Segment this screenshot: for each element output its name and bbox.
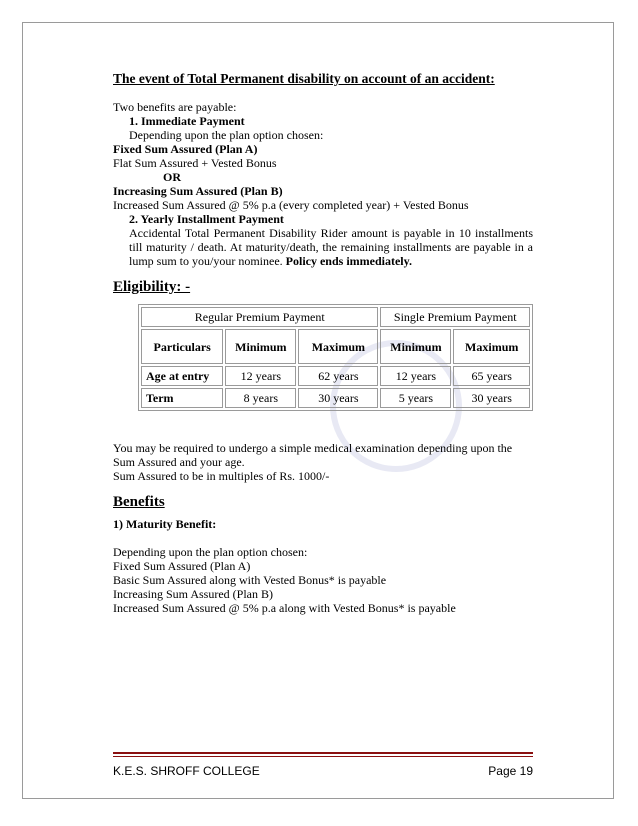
table-cell: 12 years [225,366,296,386]
installment-desc [113,226,533,268]
plan-b-title: Increasing Sum Assured (Plan B) [113,184,283,198]
benefits-title: Benefits [113,494,165,510]
table-header-row [141,329,530,364]
benefit-line: Basic Sum Assured along with Vested Bonus* is payable [113,573,387,587]
or-separator: OR [163,170,181,184]
table-group-header-row [141,307,530,327]
benefits-intro: Two benefits are payable: [113,100,237,114]
page-footer [113,764,533,778]
col-header: Particulars [141,329,223,364]
single-premium-header: Single Premium Payment [380,307,530,327]
page-content [113,72,533,615]
table-row [141,388,530,408]
table-row [141,366,530,386]
benefit-line: Increased Sum Assured @ 5% p.a along with Vested Bonus* is payable [113,601,456,615]
maturity-benefit-title: 1) Maturity Benefit: [113,517,217,531]
footer-rule [113,752,533,754]
col-header: Minimum [225,329,296,364]
benefit-line: Increasing Sum Assured (Plan B) [113,587,273,601]
footer-rule-thin [113,756,533,757]
policy-ends-text: Policy ends immediately. [285,254,412,268]
table-cell: 8 years [225,388,296,408]
plan-a-title: Fixed Sum Assured (Plan A) [113,142,258,156]
table-cell: 30 years [453,388,530,408]
plan-a-desc: Flat Sum Assured + Vested Bonus [113,156,277,170]
item-immediate-payment: 1. Immediate Payment [129,114,245,128]
installment-desc-text: Accidental Total Permanent Disability Rider amount is payable in 10 installments till maturity / death. At maturity/death, the remaining installments are payable in a lump sum to you/your nominee. [129,226,533,268]
col-header: Minimum [380,329,451,364]
col-header: Maximum [298,329,378,364]
footer-page-number: Page 19 [488,764,533,778]
table-cell: Term [141,388,223,408]
medical-exam-note: You may be required to undergo a simple medical examination depending upon the Sum Assured and your age. [113,441,513,469]
table-cell: 62 years [298,366,378,386]
eligibility-table [138,304,533,411]
item-yearly-installment: 2. Yearly Installment Payment [129,212,284,226]
section-title-disability: The event of Total Permanent disability on account of an accident: [113,71,495,86]
table-cell: 30 years [298,388,378,408]
multiples-note: Sum Assured to be in multiples of Rs. 1000/- [113,469,330,483]
footer-college-name: K.E.S. SHROFF COLLEGE [113,764,260,778]
table-cell: 12 years [380,366,451,386]
plan-b-desc: Increased Sum Assured @ 5% p.a (every completed year) + Vested Bonus [113,198,469,212]
table-cell: 5 years [380,388,451,408]
table-cell: Age at entry [141,366,223,386]
benefit-line: Depending upon the plan option chosen: [113,545,308,559]
table-cell: 65 years [453,366,530,386]
col-header: Maximum [453,329,530,364]
regular-premium-header: Regular Premium Payment [141,307,378,327]
plan-option-text: Depending upon the plan option chosen: [129,128,324,142]
eligibility-title: Eligibility: - [113,279,191,295]
benefit-line: Fixed Sum Assured (Plan A) [113,559,251,573]
